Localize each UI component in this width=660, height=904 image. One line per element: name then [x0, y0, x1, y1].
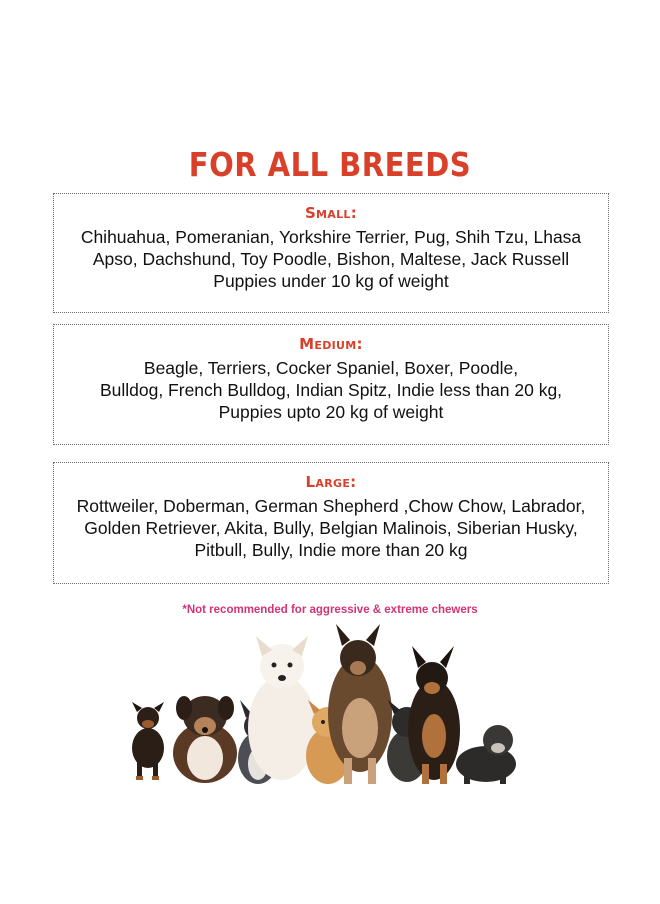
- section-heading-medium: Medium:: [299, 335, 363, 353]
- breed-line: Golden Retriever, Akita, Bully, Belgian Malinois, Siberian Husky,: [84, 518, 578, 538]
- dog-silhouette-9: [456, 725, 516, 784]
- page-title: FOR ALL BREEDS: [188, 145, 472, 185]
- section-heading-large: Large:: [305, 473, 357, 491]
- dog-silhouette-8: [408, 646, 460, 784]
- breed-line: Rottweiler, Doberman, German Shepherd ,Chow Chow, Labrador,: [76, 496, 586, 516]
- chewer-warning-note: *Not recommended for aggressive & extreme chewers: [182, 604, 478, 616]
- section-text-large: [66, 495, 596, 561]
- breed-line: Chihuahua, Pomeranian, Yorkshire Terrier, Pug, Shih Tzu, Lhasa: [80, 227, 582, 247]
- section-heading-small: Small:: [304, 204, 358, 222]
- breed-line: Apso, Dachshund, Toy Poodle, Bishon, Maltese, Jack Russell: [92, 249, 570, 269]
- dog-silhouette-1: [132, 702, 164, 780]
- breed-box-medium: [53, 324, 609, 445]
- section-text-medium: [66, 357, 596, 423]
- dog-group-illustration: [120, 618, 530, 788]
- weight-line: Puppies under 10 kg of weight: [213, 271, 449, 291]
- section-text-small: [66, 226, 596, 292]
- weight-line: Puppies upto 20 kg of weight: [218, 402, 444, 422]
- dog-silhouette-4: [248, 636, 316, 780]
- weight-line: Pitbull, Bully, Indie more than 20 kg: [194, 540, 468, 560]
- breed-box-large: [53, 462, 609, 584]
- dog-silhouette-2: [173, 696, 237, 783]
- breed-box-small: [53, 193, 609, 313]
- breed-line: Bulldog, French Bulldog, Indian Spitz, Indie less than 20 kg,: [99, 380, 563, 400]
- breed-line: Beagle, Terriers, Cocker Spaniel, Boxer, Poodle,: [143, 358, 519, 378]
